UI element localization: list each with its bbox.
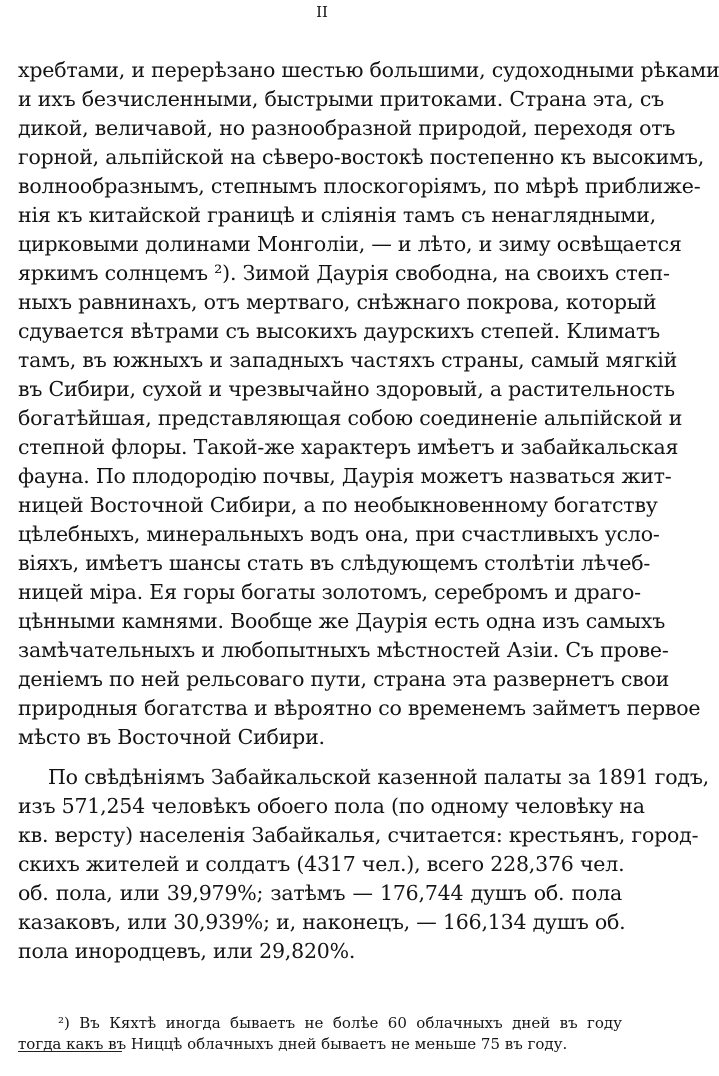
text-line: изъ 571,254 человѣкъ обоего пола (по одному человѣку на [18,794,645,818]
text-line: нія къ китайской границѣ и сліянія тамъ съ ненаглядными, [18,203,656,227]
text-line: волнообразнымъ, степнымъ плоскогоріямъ, по мѣрѣ приближе- [18,174,701,198]
text-line: цѣлебныхъ, минеральныхъ водъ она, при счастливыхъ усло- [18,522,660,546]
footnote-line: тогда какъ въ Ниццѣ облачныхъ дней бываетъ не меньше 75 въ году. [18,1035,568,1053]
text-line: кв. версту) населенія Забайкалья, считается: крестьянъ, город- [18,823,699,847]
text-line: деніемъ по ней рельсоваго пути, страна эта развернетъ свои [18,667,670,691]
text-line: По свѣдѣніямъ Забайкальской казенной палаты за 1891 годъ, [48,765,709,789]
text-line: степной флоры. Такой-же характеръ имѣетъ и забайкальская [18,435,679,459]
text-line: фауна. По плодородію почвы, Даурія можетъ назваться жит- [18,464,672,488]
text-line: казаковъ, или 30,939%; и, наконецъ, — 166,134 душъ об. [18,910,626,934]
text-line: ницей міра. Ея горы богаты золотомъ, серебромъ и драго- [18,580,641,604]
text-line: ницей Восточной Сибири, а по необыкновенному богатству [18,493,658,517]
text-line: мѣсто въ Восточной Сибири. [18,725,325,749]
text-line: хребтами, и перерѣзано шестью большими, судоходными рѣками [18,58,719,82]
text-line: віяхъ, имѣетъ шансы стать въ слѣдующемъ столѣтіи лѣчеб- [18,551,651,575]
text-line: горной, альпійской на сѣверо-востокѣ постепенно къ высокимъ, [18,145,705,169]
text-line: въ Сибири, сухой и чрезвычайно здоровый, а растительность [18,377,675,401]
text-line: скихъ жителей и солдатъ (4317 чел.), всего 228,376 чел. [18,852,625,876]
text-line: пола инородцевъ, или 29,820%. [18,939,356,963]
text-line: об. пола, или 39,979%; затѣмъ — 176,744 душъ об. пола [18,881,622,905]
footnote-line: ²) Въ Кяхтѣ иногда бываетъ не болѣе 60 облачныхъ дней въ году [58,1014,622,1032]
text-line: богатѣйшая, представляющая собою соединеніе альпійской и [18,406,683,430]
text-line: ныхъ равнинахъ, отъ мертваго, снѣжнаго покрова, который [18,290,657,314]
text-line: цѣнными камнями. Вообще же Даурія есть одна изъ самыхъ [18,609,666,633]
text-line: природныя богатства и вѣроятно со временемъ займетъ первое [18,696,701,720]
text-line: тамъ, въ южныхъ и западныхъ частяхъ страны, самый мягкій [18,348,678,372]
text-line: яркимъ солнцемъ ²). Зимой Даурія свободна, на своихъ степ- [18,261,670,285]
page-number: II [316,3,328,21]
text-line: цирковыми долинами Монголіи, — и лѣто, и зиму освѣщается [18,232,682,256]
text-line: и ихъ безчисленными, быстрыми притоками. Страна эта, съ [18,87,664,111]
text-line: дикой, величавой, но разнообразной природой, переходя отъ [18,116,676,140]
text-line: замѣчательныхъ и любопытныхъ мѣстностей Азіи. Съ прове- [18,638,669,662]
text-line: сдувается вѣтрами съ высокихъ даурскихъ степей. Климатъ [18,319,661,343]
